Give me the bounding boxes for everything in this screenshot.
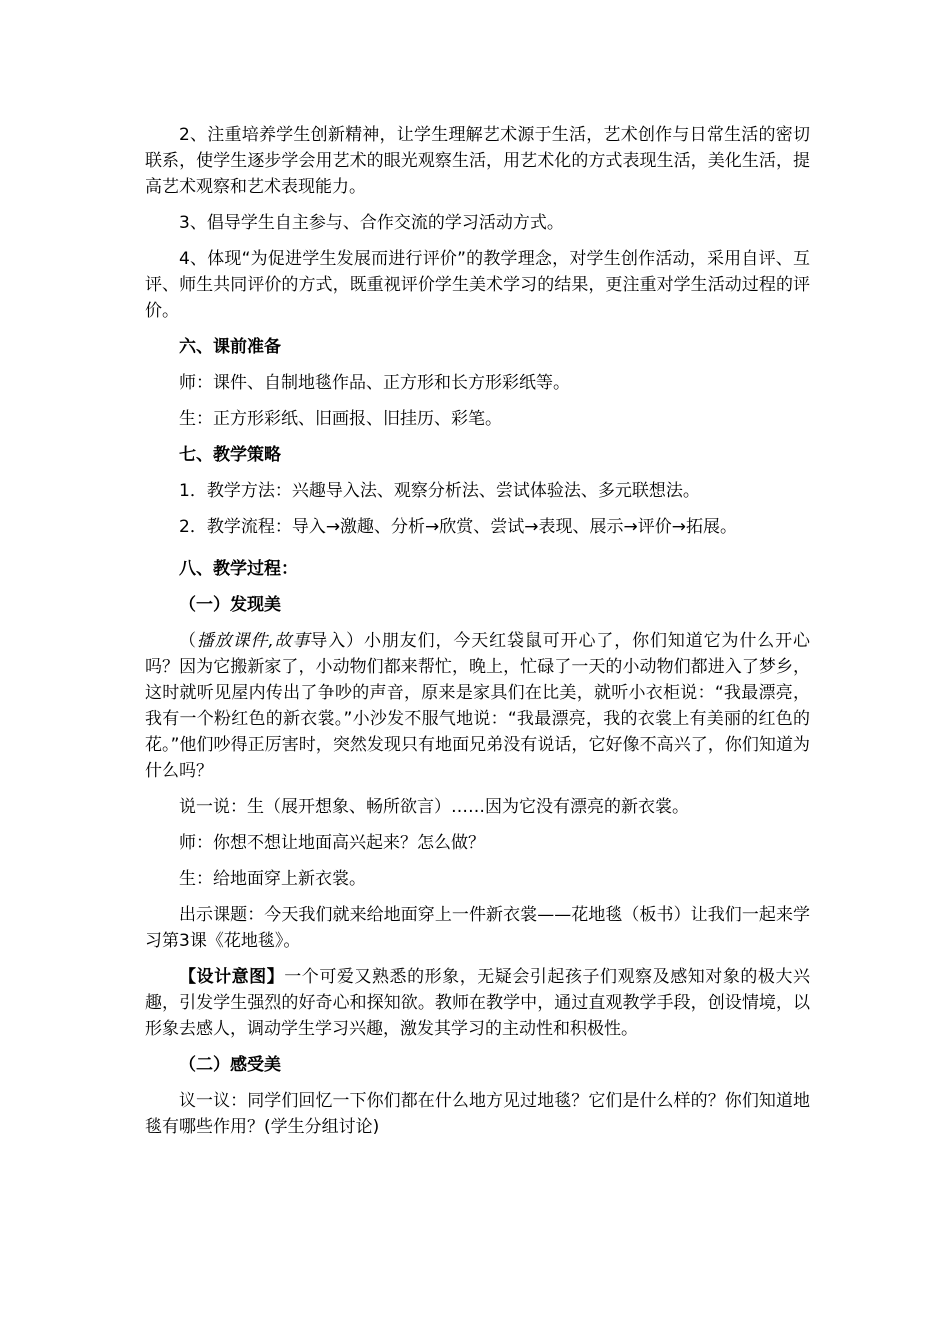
topic-text-after: 课《花地毯》。 xyxy=(189,931,301,951)
paragraph-teaching-flow: 2．教学流程：导入→激趣、分析→欣赏、尝试→表现、展示→评价→拓展。 xyxy=(179,517,738,537)
heading-section-6: 六、课前准备 xyxy=(179,337,281,357)
heading-part-2: （二）感受美 xyxy=(179,1055,281,1075)
paragraph-teacher-question: 师：你想不想让地面高兴起来？怎么做？ xyxy=(179,833,485,853)
paragraph-principle-4: 4、体现“为促进学生发展而进行评价”的教学理念，对学生创作活动，采用自评、互评、师生共同评价的方式，既重视评价学生美术学习的结果，更注重对学生活动过程的评价。 xyxy=(145,249,810,321)
heading-part-1: （一）发现美 xyxy=(179,595,281,615)
heading-section-8: 八、教学过程： xyxy=(179,559,298,579)
paragraph-teaching-method: 1．教学方法：兴趣导入法、观察分析法、尝试体验法、多元联想法。 xyxy=(179,481,700,501)
story-italic-note: 播放课件,故事 xyxy=(196,631,311,651)
design-intent-label: 【设计意图】 xyxy=(179,967,285,987)
paragraph-student-prep: 生：正方形彩纸、旧画报、旧挂历、彩笔。 xyxy=(179,409,502,429)
paragraph-student-answer: 生：给地面穿上新衣裳。 xyxy=(179,869,366,889)
paragraph-principle-2: 2、注重培养学生创新精神，让学生理解艺术源于生活，艺术创作与日常生活的密切联系，使学生逐步学会用艺术的眼光观察生活，用艺术化的方式表现生活，美化生活，提高艺术观察和艺术表现能力。 xyxy=(145,125,810,197)
paragraph-design-intent-1 xyxy=(145,964,810,1042)
lesson-number: 3 xyxy=(179,931,190,951)
paragraph-show-topic xyxy=(145,902,810,954)
story-lead: （ xyxy=(179,631,197,651)
heading-section-7: 七、教学策略 xyxy=(179,445,281,465)
document-page xyxy=(145,122,810,1150)
paragraph-discuss-carpet: 议一议：同学们回忆一下你们都在什么地方见过地毯？它们是什么样的？你们知道地毯有哪些作用？(学生分组讨论) xyxy=(145,1091,810,1137)
topic-text-before: 出示课题：今天我们就来给地面穿上一件新衣裳——花地毯（板书）让我们一起来学习第 xyxy=(145,905,810,951)
paragraph-discuss: 说一说：生（展开想象、畅所欲言）……因为它没有漂亮的新衣裳。 xyxy=(179,797,689,817)
paragraph-teacher-prep: 师：课件、自制地毯作品、正方形和长方形彩纸等。 xyxy=(179,373,570,393)
paragraph-story xyxy=(145,628,810,784)
design-intent-text: 一个可爱又熟悉的形象，无疑会引起孩子们观察及感知对象的极大兴趣，引发学生强烈的好奇心和探知欲。教师在教学中，通过直观教学手段，创设情境，以形象去感人，调动学生学习兴趣，激发其学习的主动性和积极性。 xyxy=(145,967,811,1039)
story-text: 导入）小朋友们，今天红袋鼠可开心了，你们知道它为什么开心吗？因为它搬新家了，小动物们都来帮忙，晚上，忙碌了一天的小动物们都进入了梦乡，这时就听见屋内传出了争吵的声音，原来是家具们在比美，就听小衣柜说：“我最漂亮，我有一个粉红色的新衣裳。”小沙发不服气地说：“我最漂亮，我的衣裳上有美丽的红色的花。”他们吵得正厉害时，突然发现只有地面兄弟没有说话，它好像不高兴了，你们知道为什么吗？ xyxy=(145,631,811,781)
paragraph-principle-3: 3、倡导学生自主参与、合作交流的学习活动方式。 xyxy=(179,213,564,233)
